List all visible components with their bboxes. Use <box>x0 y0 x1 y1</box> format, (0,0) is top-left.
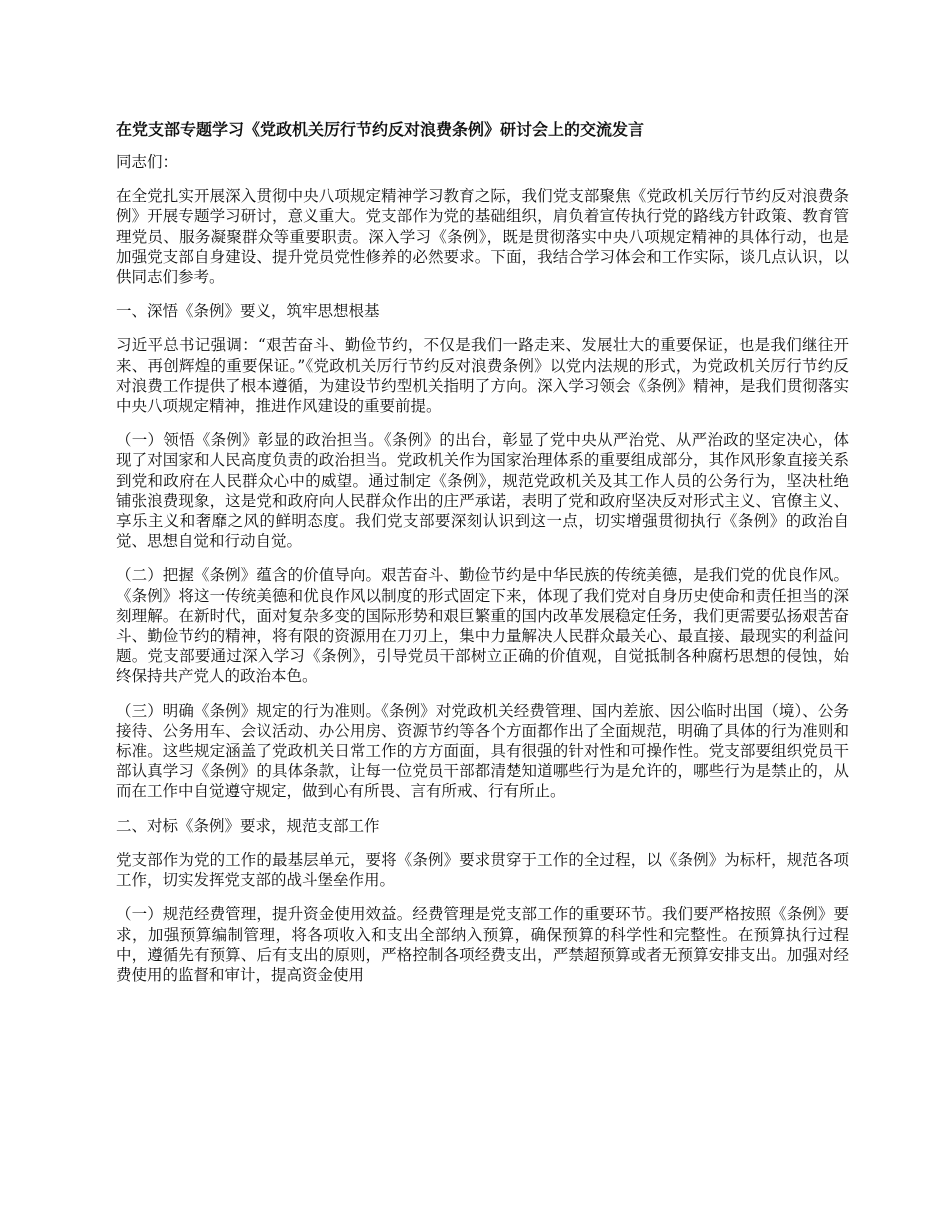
greeting: 同志们： <box>116 153 179 171</box>
section1-paragraph-1: （一）领悟《条例》彰显的政治担当。《条例》的出台，彰显了党中央从严治党、从严治政的坚定决心，体现了对国家和人民高度负责的政治担当。党政机关作为国家治理体系的重要组成部分，其作风形象直接关系到党和政府在人民群众心中的威望。通过制定《条例》，规范党政机关及其工作人员的公务行为，坚决杜绝铺张浪费现象，这是党和政府向人民群众作出的庄严承诺，表明了党和政府坚决反对形式主义、官僚主义、享乐主义和奢靡之风的鲜明态度。我们党支部要深刻认识到这一点，切实增强贯彻执行《条例》的政治自觉、思想自觉和行动自觉。 <box>116 431 849 551</box>
section2-heading: 二、对标《条例》要求，规范支部工作 <box>116 816 380 835</box>
intro-paragraph: 在全党扎实开展深入贯彻中央八项规定精神学习教育之际，我们党支部聚焦《党政机关厉行节约反对浪费条例》开展专题学习研讨，意义重大。党支部作为党的基础组织，肩负着宣传执行党的路线方针政策、教育管理党员、服务凝聚群众等重要职责。深入学习《条例》，既是贯彻落实中央八项规定精神的具体行动，也是加强党支部自身建设、提升党员党性修养的必然要求。下面，我结合学习体会和工作实际，谈几点认识，以供同志们参考。 <box>116 187 849 287</box>
section1-intro-paragraph: 习近平总书记强调：“艰苦奋斗、勤俭节约，不仅是我们一路走来、发展壮大的重要保证，也是我们继往开来、再创辉煌的重要保证。”《党政机关厉行节约反对浪费条例》以党内法规的形式，为党政机关厉行节约反对浪费工作提供了根本遵循，为建设节约型机关指明了方向。深入学习领会《条例》精神，是我们贯彻落实中央八项规定精神，推进作风建设的重要前提。 <box>116 336 849 416</box>
section2-paragraph-1: （一）规范经费管理，提升资金使用效益。经费管理是党支部工作的重要环节。我们要严格按照《条例》要求，加强预算编制管理，将各项收入和支出全部纳入预算，确保预算的科学性和完整性。在预算执行过程中，遵循先有预算、后有支出的原则，严格控制各项经费支出，严禁超预算或者无预算安排支出。加强对经费使用的监督和审计，提高资金使用 <box>116 905 849 984</box>
section1-paragraph-2: （二）把握《条例》蕴含的价值导向。艰苦奋斗、勤俭节约是中华民族的传统美德，是我们党的优良作风。《条例》将这一传统美德和优良作风以制度的形式固定下来，体现了我们党对自身历史使命和责任担当的深刻理解。在新时代，面对复杂多变的国际形势和艰巨繁重的国内改革发展稳定任务，我们更需要弘扬艰苦奋斗、勤俭节约的精神，将有限的资源用在刀刃上，集中力量解决人民群众最关心、最直接、最现实的利益问题。党支部要通过深入学习《条例》，引导党员干部树立正确的价值观，自觉抵制各种腐朽思想的侵蚀，始终保持共产党人的政治本色。 <box>116 566 849 686</box>
section2-intro-paragraph: 党支部作为党的工作的最基层单元，要将《条例》要求贯穿于工作的全过程，以《条例》为标杆，规范各项工作，切实发挥党支部的战斗堡垒作用。 <box>116 850 849 890</box>
section1-heading: 一、深悟《条例》要义，筑牢思想根基 <box>116 302 380 321</box>
document-title: 在党支部专题学习《党政机关厉行节约反对浪费条例》研讨会上的交流发言 <box>116 120 645 139</box>
document-page <box>116 120 849 999</box>
section1-paragraph-3: （三）明确《条例》规定的行为准则。《条例》对党政机关经费管理、国内差旅、因公临时出国（境）、公务接待、公务用车、会议活动、办公用房、资源节约等各个方面都作出了全面规范，明确了具体的行为准则和标准。这些规定涵盖了党政机关日常工作的方方面面，具有很强的针对性和可操作性。党支部要组织党员干部认真学习《条例》的具体条款，让每一位党员干部都清楚知道哪些行为是允许的，哪些行为是禁止的，从而在工作中自觉遵守规定，做到心有所畏、言有所戒、行有所止。 <box>116 701 849 801</box>
